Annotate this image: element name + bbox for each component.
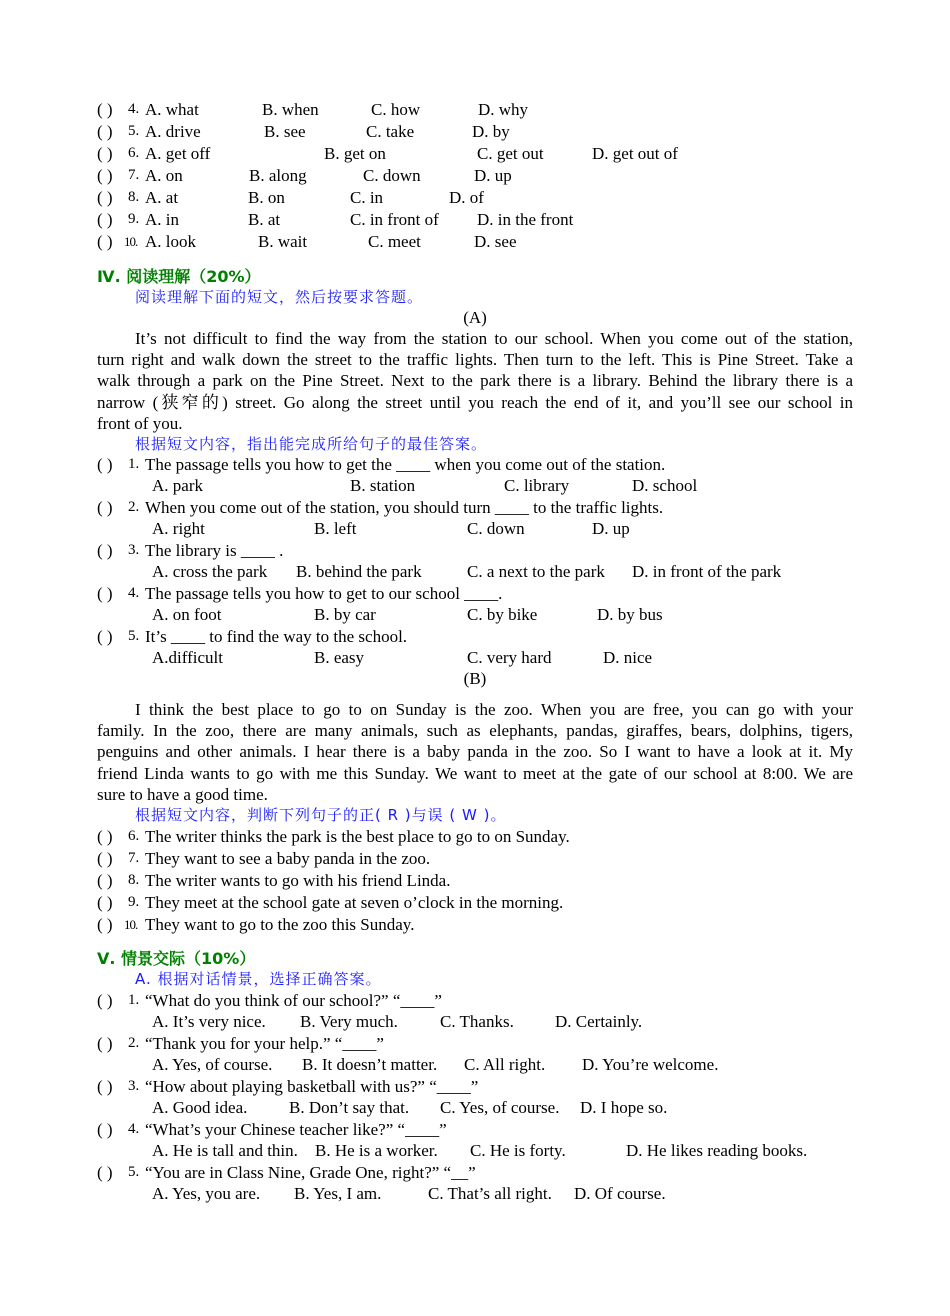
option-d: D. Certainly. <box>555 1012 643 1031</box>
option-d: D. Of course. <box>574 1184 666 1203</box>
passage-line: It’s not difficult to find the way from the station to our school. When you come out of the station, <box>135 329 853 348</box>
option-a: A. It’s very nice. <box>152 1012 266 1031</box>
option-a: A. on <box>145 166 183 185</box>
option-d: D. in front of the park <box>632 562 782 581</box>
question-number: 3. <box>128 1078 140 1094</box>
option-b: B. easy <box>314 648 365 667</box>
question-number: 6. <box>128 828 140 844</box>
question-text: It’s ____ to find the way to the school. <box>145 627 408 646</box>
option-c: C. library <box>504 476 570 495</box>
answer-blank[interactable]: ( ) <box>97 122 113 141</box>
section-instruction: A. 根据对话情景，选择正确答案。 <box>135 970 382 988</box>
question-text: They want to go to the zoo this Sunday. <box>145 915 415 934</box>
answer-blank[interactable]: ( ) <box>97 166 113 185</box>
option-d: D. school <box>632 476 698 495</box>
option-b: B. at <box>248 210 281 229</box>
option-c: C. very hard <box>467 648 552 667</box>
question-number: 5. <box>128 628 140 644</box>
answer-blank[interactable]: ( ) <box>97 915 113 934</box>
option-d: D. why <box>478 100 529 119</box>
option-a: A. get off <box>145 144 211 163</box>
option-d: D. up <box>592 519 630 538</box>
question-text: “Thank you for your help.” “____” <box>145 1034 384 1053</box>
option-c: C. Thanks. <box>440 1012 514 1031</box>
option-a: A.difficult <box>152 648 223 667</box>
option-c: C. Yes, of course. <box>440 1098 560 1117</box>
option-b: B. on <box>248 188 285 207</box>
question-text: The passage tells you how to get the ____ when you come out of the station. <box>145 455 666 474</box>
option-c: C. meet <box>368 232 421 251</box>
question-number: 4. <box>128 585 140 601</box>
question-text: They want to see a baby panda in the zoo. <box>145 849 431 868</box>
option-b: B. get on <box>324 144 386 163</box>
option-d: D. You’re welcome. <box>582 1055 719 1074</box>
option-b: B. He is a worker. <box>315 1141 438 1160</box>
option-c: C. That’s all right. <box>428 1184 552 1203</box>
answer-blank[interactable]: ( ) <box>97 188 113 207</box>
option-b: B. Very much. <box>300 1012 398 1031</box>
answer-blank[interactable]: ( ) <box>97 210 113 229</box>
option-a: A. Good idea. <box>152 1098 248 1117</box>
option-b: B. behind the park <box>296 562 422 581</box>
option-d: D. nice <box>603 648 653 667</box>
section-instruction: 根据短文内容，判断下列句子的正( R )与误 ( W )。 <box>135 806 507 824</box>
question-text: They meet at the school gate at seven o’clock in the morning. <box>145 893 564 912</box>
option-d: D. by <box>472 122 510 141</box>
option-c: C. down <box>467 519 525 538</box>
option-b: B. It doesn’t matter. <box>302 1055 438 1074</box>
option-b: B. along <box>249 166 307 185</box>
option-c: C. a next to the park <box>467 562 605 581</box>
question-number: 4. <box>128 101 140 117</box>
option-d: D. in the front <box>477 210 574 229</box>
option-b: B. when <box>262 100 319 119</box>
question-number: 3. <box>128 542 140 558</box>
answer-blank[interactable]: ( ) <box>97 1077 113 1096</box>
answer-blank[interactable]: ( ) <box>97 1163 113 1182</box>
option-c: C. take <box>366 122 415 141</box>
question-number: 8. <box>128 872 140 888</box>
passage-label-b: (B) <box>463 669 487 688</box>
option-d: D. up <box>474 166 512 185</box>
question-number: 2. <box>128 1035 140 1051</box>
option-a: A. Yes, of course. <box>152 1055 273 1074</box>
question-text: The writer wants to go with his friend Linda. <box>145 871 451 890</box>
answer-blank[interactable]: ( ) <box>97 541 113 560</box>
option-b: B. by car <box>314 605 376 624</box>
question-number: 7. <box>128 850 140 866</box>
option-d: D. I hope so. <box>580 1098 668 1117</box>
question-text: The passage tells you how to get to our school ____. <box>145 584 503 603</box>
section-instruction: 根据短文内容，指出能完成所给句子的最佳答案。 <box>135 435 488 453</box>
passage-b <box>97 699 853 805</box>
option-a: A. look <box>145 232 196 251</box>
passage-line: family. In the zoo, there are many animals, such as elephants, pandas, giraffes, bears, dolphins, tigers, <box>97 721 853 741</box>
question-text: The library is ____ . <box>145 541 284 560</box>
section-heading-reading: Ⅳ. 阅读理解（20%） <box>97 267 261 286</box>
answer-blank[interactable]: ( ) <box>97 144 113 163</box>
option-c: C. down <box>363 166 421 185</box>
option-d: D. get out of <box>592 144 678 163</box>
question-number: 10. <box>124 917 138 932</box>
question-text: “What do you think of our school?” “____” <box>145 991 442 1010</box>
option-d: D. of <box>449 188 484 207</box>
question-number: 6. <box>128 145 140 161</box>
option-c: C. by bike <box>467 605 538 624</box>
question-text: “How about playing basketball with us?” “____” <box>145 1077 479 1096</box>
option-b: B. left <box>314 519 357 538</box>
option-a: A. what <box>145 100 199 119</box>
option-a: A. at <box>145 188 179 207</box>
option-c: C. how <box>371 100 421 119</box>
passage-line: penguins and other animals. I hear there is a baby panda in the zoo. So I want to have a look at it. My <box>97 742 853 762</box>
question-number: 5. <box>128 123 140 139</box>
question-text: The writer thinks the park is the best place to go to on Sunday. <box>145 827 570 846</box>
option-c: C. get out <box>477 144 544 163</box>
passage-line: I think the best place to go to on Sunday is the zoo. When you are free, you can go with your <box>135 700 853 719</box>
question-number: 9. <box>128 211 140 227</box>
answer-blank[interactable]: ( ) <box>97 1034 113 1053</box>
option-b: B. Yes, I am. <box>294 1184 382 1203</box>
section-instruction: 阅读理解下面的短文，然后按要求答题。 <box>135 288 424 306</box>
question-number: 2. <box>128 499 140 515</box>
question-number: 8. <box>128 189 140 205</box>
option-d: D. by bus <box>597 605 663 624</box>
option-a: A. right <box>152 519 205 538</box>
option-a: A. on foot <box>152 605 222 624</box>
option-b: B. see <box>264 122 306 141</box>
option-c: C. All right. <box>464 1055 546 1074</box>
answer-blank[interactable]: ( ) <box>97 1120 113 1139</box>
option-b: B. station <box>350 476 416 495</box>
option-a: A. cross the park <box>152 562 268 581</box>
passage-line: turn right and walk down the street to the traffic lights. Then turn to the left. This is Pine Street. Take a <box>97 350 853 370</box>
answer-blank[interactable]: ( ) <box>97 455 113 474</box>
passage-line: friend Linda wants to go with me this Sunday. We want to meet at the gate of our school at 8:00. We are <box>97 763 853 783</box>
option-a: A. He is tall and thin. <box>152 1141 298 1160</box>
answer-blank[interactable]: ( ) <box>97 498 113 517</box>
passage-label-a: (A) <box>463 308 487 327</box>
question-text: When you come out of the station, you should turn ____ to the traffic lights. <box>145 498 664 517</box>
question-number: 4. <box>128 1121 140 1137</box>
answer-blank[interactable]: ( ) <box>97 827 113 846</box>
answer-blank[interactable]: ( ) <box>97 893 113 912</box>
question-number: 1. <box>128 456 140 472</box>
answer-blank[interactable]: ( ) <box>97 584 113 603</box>
passage-line: narrow (狭窄的) street. Go along the street until you reach the end of it, and you’ll see our school in <box>97 392 853 412</box>
answer-blank[interactable]: ( ) <box>97 232 113 251</box>
question-number: 1. <box>128 992 140 1008</box>
option-a: A. drive <box>145 122 201 141</box>
passage-line: front of you. <box>97 413 183 433</box>
question-number: 5. <box>128 1164 140 1180</box>
option-b: B. wait <box>258 232 308 251</box>
question-text: “You are in Class Nine, Grade One, right?” “__” <box>145 1163 476 1182</box>
option-b: B. Don’t say that. <box>289 1098 410 1117</box>
question-number: 7. <box>128 167 140 183</box>
option-c: C. in <box>350 188 384 207</box>
answer-blank[interactable]: ( ) <box>97 627 113 646</box>
passage-line: sure to have a good time. <box>97 784 268 804</box>
passage-line: walk through a park on the Pine Street. Next to the park there is a library. Behind the library there is a <box>97 371 853 391</box>
option-d: D. He likes reading books. <box>626 1141 808 1160</box>
option-d: D. see <box>474 232 517 251</box>
option-a: A. Yes, you are. <box>152 1184 261 1203</box>
option-a: A. park <box>152 476 203 495</box>
answer-blank[interactable]: ( ) <box>97 849 113 868</box>
option-c: C. in front of <box>350 210 439 229</box>
answer-blank[interactable]: ( ) <box>97 871 113 890</box>
section-heading-dialogue: Ⅴ. 情景交际（10%） <box>97 949 256 968</box>
option-c: C. He is forty. <box>470 1141 566 1160</box>
answer-blank[interactable]: ( ) <box>97 100 113 119</box>
question-number: 9. <box>128 894 140 910</box>
question-number: 10. <box>124 234 138 249</box>
answer-blank[interactable]: ( ) <box>97 991 113 1010</box>
option-a: A. in <box>145 210 179 229</box>
question-text: “What’s your Chinese teacher like?” “____” <box>145 1120 447 1139</box>
passage-a <box>97 328 853 434</box>
